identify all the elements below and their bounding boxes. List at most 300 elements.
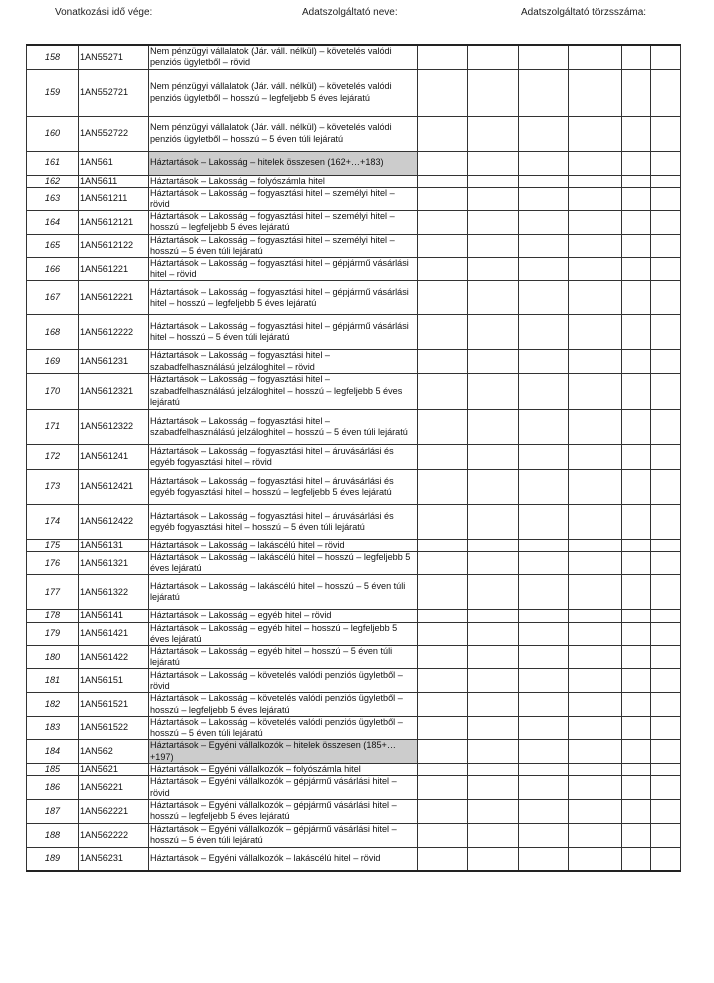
value-cell[interactable] [651, 622, 681, 645]
value-cell[interactable] [418, 234, 468, 257]
row-number-cell: 176 [27, 551, 79, 574]
row-code-cell: 1AN5612121 [79, 211, 149, 234]
row-code-cell: 1AN56131 [79, 539, 149, 551]
value-cell[interactable] [468, 409, 519, 444]
value-cell[interactable] [622, 257, 651, 280]
value-cell[interactable] [468, 350, 519, 373]
row-number-cell: 158 [27, 45, 79, 69]
row-number-cell: 182 [27, 693, 79, 716]
row-description-cell: Háztartások – Lakosság – lakáscélú hitel – hosszú – legfeljebb 5 éves lejáratú [149, 551, 418, 574]
value-cell[interactable] [468, 847, 519, 871]
value-cell[interactable] [651, 610, 681, 622]
row-number-cell: 164 [27, 211, 79, 234]
row-number-cell: 177 [27, 575, 79, 610]
value-cell[interactable] [569, 622, 622, 645]
row-number-cell: 179 [27, 622, 79, 645]
value-cell[interactable] [569, 281, 622, 315]
value-cell[interactable] [622, 504, 651, 539]
value-cell[interactable] [519, 551, 569, 574]
row-code-cell: 1AN561422 [79, 645, 149, 668]
value-cell[interactable] [622, 645, 651, 668]
value-cell[interactable] [622, 799, 651, 823]
row-number-cell: 175 [27, 539, 79, 551]
row-description-cell: Háztartások – Lakosság – fogyasztási hitel – áruvásárlási és egyéb fogyasztási hitel – hosszú – 5 éven túli lejáratú [149, 504, 418, 539]
value-cell[interactable] [418, 257, 468, 280]
table-row [27, 409, 681, 444]
value-cell[interactable] [519, 575, 569, 610]
value-cell[interactable] [418, 69, 468, 116]
row-description-cell: Háztartások – Lakosság – lakáscélú hitel – hosszú – 5 éven túli lejáratú [149, 575, 418, 610]
value-cell[interactable] [418, 350, 468, 373]
deadline-label: Vonatkozási idő vége: [55, 7, 153, 18]
value-cell[interactable] [418, 539, 468, 551]
value-cell[interactable] [569, 45, 622, 69]
value-cell[interactable] [622, 716, 651, 739]
value-cell[interactable] [622, 847, 651, 871]
value-cell[interactable] [622, 69, 651, 116]
row-description-cell: Háztartások – Egyéni vállalkozók – gépjármű vásárlási hitel – rövid [149, 776, 418, 799]
row-description-cell: Háztartások – Lakosság – fogyasztási hitel – személyi hitel – hosszú – legfeljebb 5 éves lejáratú [149, 211, 418, 234]
row-code-cell: 1AN5612322 [79, 409, 149, 444]
value-cell[interactable] [519, 799, 569, 823]
row-code-cell: 1AN5612222 [79, 315, 149, 350]
value-cell[interactable] [519, 504, 569, 539]
value-cell[interactable] [468, 175, 519, 187]
table-row [27, 622, 681, 645]
value-cell[interactable] [519, 69, 569, 116]
table-row [27, 151, 681, 175]
row-description-cell: Háztartások – Egyéni vállalkozók – folyószámla hitel [149, 764, 418, 776]
row-description-cell: Háztartások – Lakosság – hitelek összesen (162+…+183) [149, 151, 418, 175]
value-cell[interactable] [651, 539, 681, 551]
value-cell[interactable] [651, 504, 681, 539]
value-cell[interactable] [468, 469, 519, 504]
value-cell[interactable] [651, 175, 681, 187]
value-cell[interactable] [651, 693, 681, 716]
row-number-cell: 167 [27, 281, 79, 315]
value-cell[interactable] [569, 350, 622, 373]
value-cell[interactable] [569, 823, 622, 847]
value-cell[interactable] [651, 575, 681, 610]
row-number-cell: 165 [27, 234, 79, 257]
row-number-cell: 159 [27, 69, 79, 116]
table-row [27, 116, 681, 151]
row-code-cell: 1AN56221 [79, 776, 149, 799]
value-cell[interactable] [519, 610, 569, 622]
row-description-cell: Háztartások – Lakosság – fogyasztási hitel – gépjármű vásárlási hitel – rövid [149, 257, 418, 280]
value-cell[interactable] [519, 315, 569, 350]
value-cell[interactable] [651, 69, 681, 116]
value-cell[interactable] [569, 187, 622, 210]
value-cell[interactable] [651, 799, 681, 823]
row-code-cell: 1AN562222 [79, 823, 149, 847]
value-cell[interactable] [519, 45, 569, 69]
row-description-cell: Háztartások – Lakosság – fogyasztási hitel – gépjármű vásárlási hitel – hosszú – 5 éven túli lejáratú [149, 315, 418, 350]
value-cell[interactable] [418, 716, 468, 739]
value-cell[interactable] [418, 444, 468, 469]
row-description-cell: Háztartások – Egyéni vállalkozók – hitelek összesen (185+…+197) [149, 740, 418, 764]
row-description-cell: Háztartások – Lakosság – egyéb hitel – hosszú – legfeljebb 5 éves lejáratú [149, 622, 418, 645]
value-cell[interactable] [622, 373, 651, 409]
row-code-cell: 1AN5612422 [79, 504, 149, 539]
value-cell[interactable] [468, 716, 519, 739]
value-cell[interactable] [651, 764, 681, 776]
table-row [27, 234, 681, 257]
row-code-cell: 1AN562221 [79, 799, 149, 823]
value-cell[interactable] [569, 575, 622, 610]
value-cell[interactable] [468, 187, 519, 210]
value-cell[interactable] [651, 847, 681, 871]
row-description-cell: Háztartások – Lakosság – fogyasztási hitel – személyi hitel – rövid [149, 187, 418, 210]
table-row [27, 610, 681, 622]
row-description-cell: Háztartások – Egyéni vállalkozók – gépjármű vásárlási hitel – hosszú – legfeljebb 5 éves lejáratú [149, 799, 418, 823]
value-cell[interactable] [569, 740, 622, 764]
value-cell[interactable] [468, 257, 519, 280]
row-description-cell: Háztartások – Lakosság – lakáscélú hitel – rövid [149, 539, 418, 551]
value-cell[interactable] [519, 151, 569, 175]
value-cell[interactable] [468, 622, 519, 645]
table-row [27, 716, 681, 739]
value-cell[interactable] [622, 234, 651, 257]
value-cell[interactable] [418, 575, 468, 610]
value-cell[interactable] [651, 315, 681, 350]
row-number-cell: 163 [27, 187, 79, 210]
value-cell[interactable] [418, 187, 468, 210]
value-cell[interactable] [651, 469, 681, 504]
value-cell[interactable] [569, 539, 622, 551]
value-cell[interactable] [651, 350, 681, 373]
value-cell[interactable] [519, 257, 569, 280]
value-cell[interactable] [622, 444, 651, 469]
value-cell[interactable] [468, 315, 519, 350]
row-description-cell: Háztartások – Lakosság – követelés valódi penziós ügyletből – hosszú – 5 éven túli lejáratú [149, 716, 418, 739]
row-description-cell: Nem pénzügyi vállalatok (Jár. váll. nélkül) – követelés valódi penziós ügyletből – rövid [149, 45, 418, 69]
value-cell[interactable] [519, 645, 569, 668]
row-code-cell: 1AN561211 [79, 187, 149, 210]
table-row [27, 281, 681, 315]
value-cell[interactable] [468, 116, 519, 151]
value-cell[interactable] [519, 776, 569, 799]
value-cell[interactable] [418, 469, 468, 504]
row-number-cell: 171 [27, 409, 79, 444]
value-cell[interactable] [569, 69, 622, 116]
value-cell[interactable] [622, 669, 651, 693]
value-cell[interactable] [569, 764, 622, 776]
row-description-cell: Háztartások – Egyéni vállalkozók – lakáscélú hitel – rövid [149, 847, 418, 871]
value-cell[interactable] [418, 669, 468, 693]
row-code-cell: 1AN55271 [79, 45, 149, 69]
row-number-cell: 186 [27, 776, 79, 799]
value-cell[interactable] [569, 444, 622, 469]
row-code-cell: 1AN5611 [79, 175, 149, 187]
value-cell[interactable] [418, 116, 468, 151]
value-cell[interactable] [569, 175, 622, 187]
table-row [27, 645, 681, 668]
value-cell[interactable] [468, 373, 519, 409]
value-cell[interactable] [519, 409, 569, 444]
row-number-cell: 170 [27, 373, 79, 409]
row-number-cell: 183 [27, 716, 79, 739]
row-code-cell: 1AN56231 [79, 847, 149, 871]
value-cell[interactable] [418, 823, 468, 847]
value-cell[interactable] [519, 693, 569, 716]
value-cell[interactable] [622, 622, 651, 645]
row-number-cell: 173 [27, 469, 79, 504]
value-cell[interactable] [569, 693, 622, 716]
table-row [27, 69, 681, 116]
row-number-cell: 172 [27, 444, 79, 469]
value-cell[interactable] [569, 551, 622, 574]
row-number-cell: 166 [27, 257, 79, 280]
value-cell[interactable] [651, 211, 681, 234]
table-row [27, 669, 681, 693]
value-cell[interactable] [622, 187, 651, 210]
row-code-cell: 1AN561231 [79, 350, 149, 373]
table-row [27, 211, 681, 234]
value-cell[interactable] [519, 716, 569, 739]
provider-name-label: Adatszolgáltató neve: [302, 7, 398, 18]
value-cell[interactable] [651, 645, 681, 668]
row-description-cell: Háztartások – Lakosság – fogyasztási hitel – szabadfelhasználású jelzáloghitel – hosszú – 5 éven túli lejáratú [149, 409, 418, 444]
row-code-cell: 1AN561321 [79, 551, 149, 574]
value-cell[interactable] [569, 315, 622, 350]
value-cell[interactable] [651, 187, 681, 210]
row-description-cell: Nem pénzügyi vállalatok (Jár. váll. nélkül) – követelés valódi penziós ügyletből – hosszú – legfeljebb 5 éves lejáratú [149, 69, 418, 116]
value-cell[interactable] [418, 45, 468, 69]
value-cell[interactable] [418, 776, 468, 799]
value-cell[interactable] [468, 693, 519, 716]
value-cell[interactable] [622, 409, 651, 444]
value-cell[interactable] [468, 211, 519, 234]
table-row [27, 350, 681, 373]
value-cell[interactable] [418, 504, 468, 539]
value-cell[interactable] [519, 175, 569, 187]
value-cell[interactable] [651, 234, 681, 257]
value-cell[interactable] [418, 740, 468, 764]
value-cell[interactable] [569, 257, 622, 280]
value-cell[interactable] [468, 234, 519, 257]
value-cell[interactable] [569, 669, 622, 693]
value-cell[interactable] [468, 669, 519, 693]
value-cell[interactable] [622, 539, 651, 551]
row-description-cell: Háztartások – Lakosság – egyéb hitel – hosszú – 5 éven túli lejáratú [149, 645, 418, 668]
row-description-cell: Háztartások – Lakosság – fogyasztási hitel – áruvásárlási és egyéb fogyasztási hitel – hosszú – legfeljebb 5 éves lejáratú [149, 469, 418, 504]
row-description-cell: Háztartások – Lakosság – fogyasztási hitel – szabadfelhasználású jelzáloghitel – hosszú – legfeljebb 5 éves lejáratú [149, 373, 418, 409]
value-cell[interactable] [468, 444, 519, 469]
row-code-cell: 1AN561522 [79, 716, 149, 739]
value-cell[interactable] [418, 799, 468, 823]
value-cell[interactable] [569, 716, 622, 739]
row-code-cell: 1AN5612421 [79, 469, 149, 504]
value-cell[interactable] [468, 69, 519, 116]
value-cell[interactable] [569, 116, 622, 151]
value-cell[interactable] [519, 373, 569, 409]
row-code-cell: 1AN552722 [79, 116, 149, 151]
value-cell[interactable] [569, 504, 622, 539]
value-cell[interactable] [622, 469, 651, 504]
value-cell[interactable] [622, 764, 651, 776]
value-cell[interactable] [418, 373, 468, 409]
value-cell[interactable] [622, 350, 651, 373]
row-description-cell: Háztartások – Lakosság – követelés valódi penziós ügyletből – hosszú – legfeljebb 5 éves lejáratú [149, 693, 418, 716]
row-description-cell: Háztartások – Lakosság – fogyasztási hitel – gépjármű vásárlási hitel – hosszú – legfeljebb 5 éves lejáratú [149, 281, 418, 315]
value-cell[interactable] [622, 116, 651, 151]
value-cell[interactable] [519, 847, 569, 871]
value-cell[interactable] [569, 469, 622, 504]
value-cell[interactable] [569, 409, 622, 444]
table-row [27, 551, 681, 574]
row-code-cell: 1AN561521 [79, 693, 149, 716]
value-cell[interactable] [418, 315, 468, 350]
row-number-cell: 188 [27, 823, 79, 847]
value-cell[interactable] [622, 693, 651, 716]
value-cell[interactable] [468, 45, 519, 69]
value-cell[interactable] [519, 669, 569, 693]
table-row [27, 257, 681, 280]
value-cell[interactable] [651, 776, 681, 799]
table-row [27, 693, 681, 716]
value-cell[interactable] [622, 315, 651, 350]
value-cell[interactable] [418, 645, 468, 668]
value-cell[interactable] [622, 45, 651, 69]
value-cell[interactable] [651, 669, 681, 693]
value-cell[interactable] [519, 823, 569, 847]
row-code-cell: 1AN5612122 [79, 234, 149, 257]
value-cell[interactable] [468, 764, 519, 776]
value-cell[interactable] [519, 539, 569, 551]
value-cell[interactable] [622, 575, 651, 610]
value-cell[interactable] [418, 693, 468, 716]
row-number-cell: 178 [27, 610, 79, 622]
value-cell[interactable] [651, 116, 681, 151]
value-cell[interactable] [569, 847, 622, 871]
table-row [27, 823, 681, 847]
value-cell[interactable] [468, 645, 519, 668]
value-cell[interactable] [418, 622, 468, 645]
value-cell[interactable] [622, 823, 651, 847]
value-cell[interactable] [519, 622, 569, 645]
value-cell[interactable] [569, 776, 622, 799]
value-cell[interactable] [418, 764, 468, 776]
value-cell[interactable] [468, 551, 519, 574]
value-cell[interactable] [651, 45, 681, 69]
row-code-cell: 1AN552721 [79, 69, 149, 116]
row-code-cell: 1AN562 [79, 740, 149, 764]
value-cell[interactable] [651, 257, 681, 280]
value-cell[interactable] [651, 716, 681, 739]
table-row [27, 444, 681, 469]
value-cell[interactable] [622, 175, 651, 187]
value-cell[interactable] [468, 799, 519, 823]
value-cell[interactable] [519, 211, 569, 234]
table-row [27, 847, 681, 871]
value-cell[interactable] [651, 551, 681, 574]
value-cell[interactable] [519, 350, 569, 373]
table-row [27, 799, 681, 823]
value-cell[interactable] [418, 409, 468, 444]
table-row [27, 575, 681, 610]
row-code-cell: 1AN561 [79, 151, 149, 175]
value-cell[interactable] [519, 187, 569, 210]
table-row [27, 764, 681, 776]
value-cell[interactable] [468, 281, 519, 315]
row-number-cell: 185 [27, 764, 79, 776]
value-cell[interactable] [569, 373, 622, 409]
value-cell[interactable] [622, 211, 651, 234]
value-cell[interactable] [519, 281, 569, 315]
value-cell[interactable] [418, 281, 468, 315]
value-cell[interactable] [569, 151, 622, 175]
value-cell[interactable] [622, 281, 651, 315]
value-cell[interactable] [468, 151, 519, 175]
value-cell[interactable] [651, 409, 681, 444]
row-description-cell: Háztartások – Lakosság – fogyasztási hitel – személyi hitel – hosszú – 5 éven túli lejáratú [149, 234, 418, 257]
table-row [27, 469, 681, 504]
row-number-cell: 168 [27, 315, 79, 350]
row-description-cell: Háztartások – Lakosság – fogyasztási hitel – áruvásárlási és egyéb fogyasztási hitel – rövid [149, 444, 418, 469]
value-cell[interactable] [569, 799, 622, 823]
value-cell[interactable] [569, 211, 622, 234]
value-cell[interactable] [651, 740, 681, 764]
value-cell[interactable] [418, 610, 468, 622]
value-cell[interactable] [519, 444, 569, 469]
data-table [26, 44, 681, 872]
value-cell[interactable] [651, 373, 681, 409]
value-cell[interactable] [519, 740, 569, 764]
value-cell[interactable] [468, 823, 519, 847]
table-row [27, 315, 681, 350]
value-cell[interactable] [622, 151, 651, 175]
row-number-cell: 184 [27, 740, 79, 764]
value-cell[interactable] [418, 847, 468, 871]
value-cell[interactable] [468, 539, 519, 551]
table-row [27, 539, 681, 551]
value-cell[interactable] [622, 551, 651, 574]
value-cell[interactable] [468, 776, 519, 799]
value-cell[interactable] [418, 211, 468, 234]
row-number-cell: 174 [27, 504, 79, 539]
value-cell[interactable] [651, 823, 681, 847]
value-cell[interactable] [418, 175, 468, 187]
value-cell[interactable] [468, 740, 519, 764]
value-cell[interactable] [651, 281, 681, 315]
value-cell[interactable] [418, 551, 468, 574]
value-cell[interactable] [569, 234, 622, 257]
value-cell[interactable] [519, 764, 569, 776]
value-cell[interactable] [519, 469, 569, 504]
value-cell[interactable] [468, 575, 519, 610]
row-description-cell: Háztartások – Lakosság – fogyasztási hitel – szabadfelhasználású jelzáloghitel – rövid [149, 350, 418, 373]
value-cell[interactable] [569, 610, 622, 622]
value-cell[interactable] [651, 151, 681, 175]
value-cell[interactable] [622, 610, 651, 622]
row-description-cell: Háztartások – Lakosság – folyószámla hitel [149, 175, 418, 187]
row-number-cell: 180 [27, 645, 79, 668]
value-cell[interactable] [468, 610, 519, 622]
value-cell[interactable] [622, 776, 651, 799]
row-code-cell: 1AN56151 [79, 669, 149, 693]
value-cell[interactable] [468, 504, 519, 539]
value-cell[interactable] [569, 645, 622, 668]
value-cell[interactable] [651, 444, 681, 469]
value-cell[interactable] [519, 234, 569, 257]
value-cell[interactable] [622, 740, 651, 764]
row-number-cell: 160 [27, 116, 79, 151]
table-row [27, 45, 681, 69]
value-cell[interactable] [418, 151, 468, 175]
table-row [27, 504, 681, 539]
value-cell[interactable] [519, 116, 569, 151]
